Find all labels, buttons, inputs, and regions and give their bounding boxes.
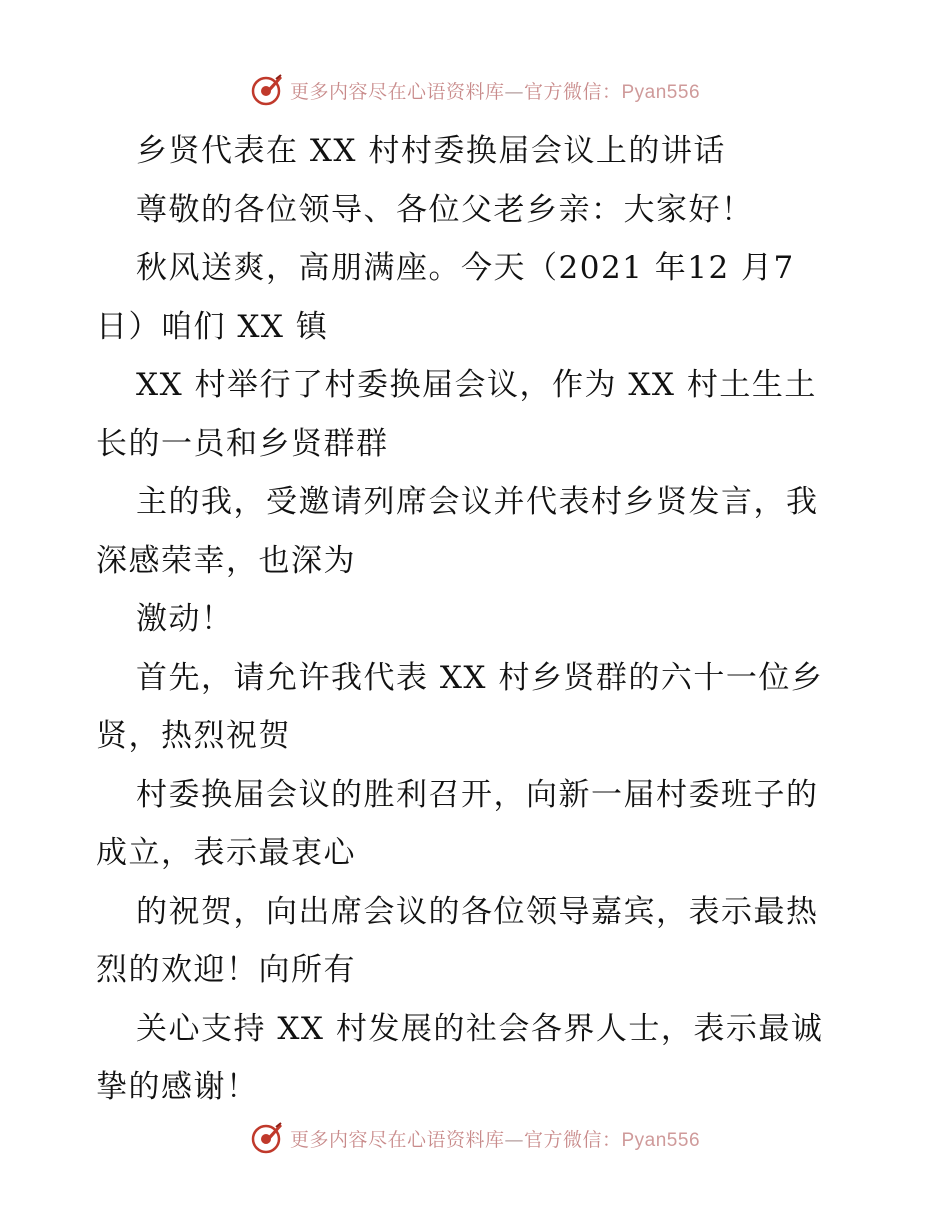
text-line: 尊敬的各位领导、各位父老乡亲：大家好！ [136,191,754,228]
text-line: 主的我，受邀请列席会议并代表村乡贤发言，我 [136,484,819,520]
text-line: 的祝贺，向出席会议的各位领导嘉宾，表示最热 [136,893,819,930]
text-line: 成立，表示最衷心 [96,835,356,871]
text-line: 关心支持 XX 村发展的社会各界人士，表示最诚 [136,1010,824,1047]
text-line: 乡贤代表在 XX 村村委换届会议上的讲话 [136,133,726,169]
footer-wechat-label: 官方微信： [523,1128,622,1151]
text-line: 挚的感谢！ [96,1069,259,1105]
header-wechat-label: 官方微信： [523,80,622,103]
footer-banner [0,1118,950,1158]
header-wechat-id: Pyan556 [621,81,701,103]
header-banner-text [290,77,700,104]
text-line: 烈的欢迎！向所有 [96,952,356,988]
text-line: 村委换届会议的胜利召开，向新一届村委班子的 [136,776,819,813]
footer-banner-text [290,1125,700,1152]
text-line: 长的一员和乡贤群群 [96,425,389,462]
footer-brand-text: 更多内容尽在心语资料库 [289,1128,505,1151]
text-line: 秋风送爽，高朋满座。今天（2021 年12 月7 [136,250,795,286]
header-separator: — [504,80,524,103]
header-brand-text: 更多内容尽在心语资料库 [289,80,505,103]
document-body [96,122,866,1117]
quill-logo-icon [250,1121,284,1155]
footer-wechat-id: Pyan556 [621,1129,701,1151]
text-line: 首先，请允许我代表 XX 村乡贤群的六十一位乡 [136,659,824,696]
text-line: 日）咱们 XX 镇 [96,308,329,345]
text-line: 深感荣幸，也深为 [96,542,356,579]
text-line: XX 村举行了村委换届会议，作为 XX 村土生土 [136,367,817,403]
text-line: 激动！ [136,601,234,637]
text-line: 贤，热烈祝贺 [96,718,291,754]
footer-separator: — [504,1128,524,1151]
quill-logo-icon [250,73,284,107]
header-banner [0,70,950,110]
